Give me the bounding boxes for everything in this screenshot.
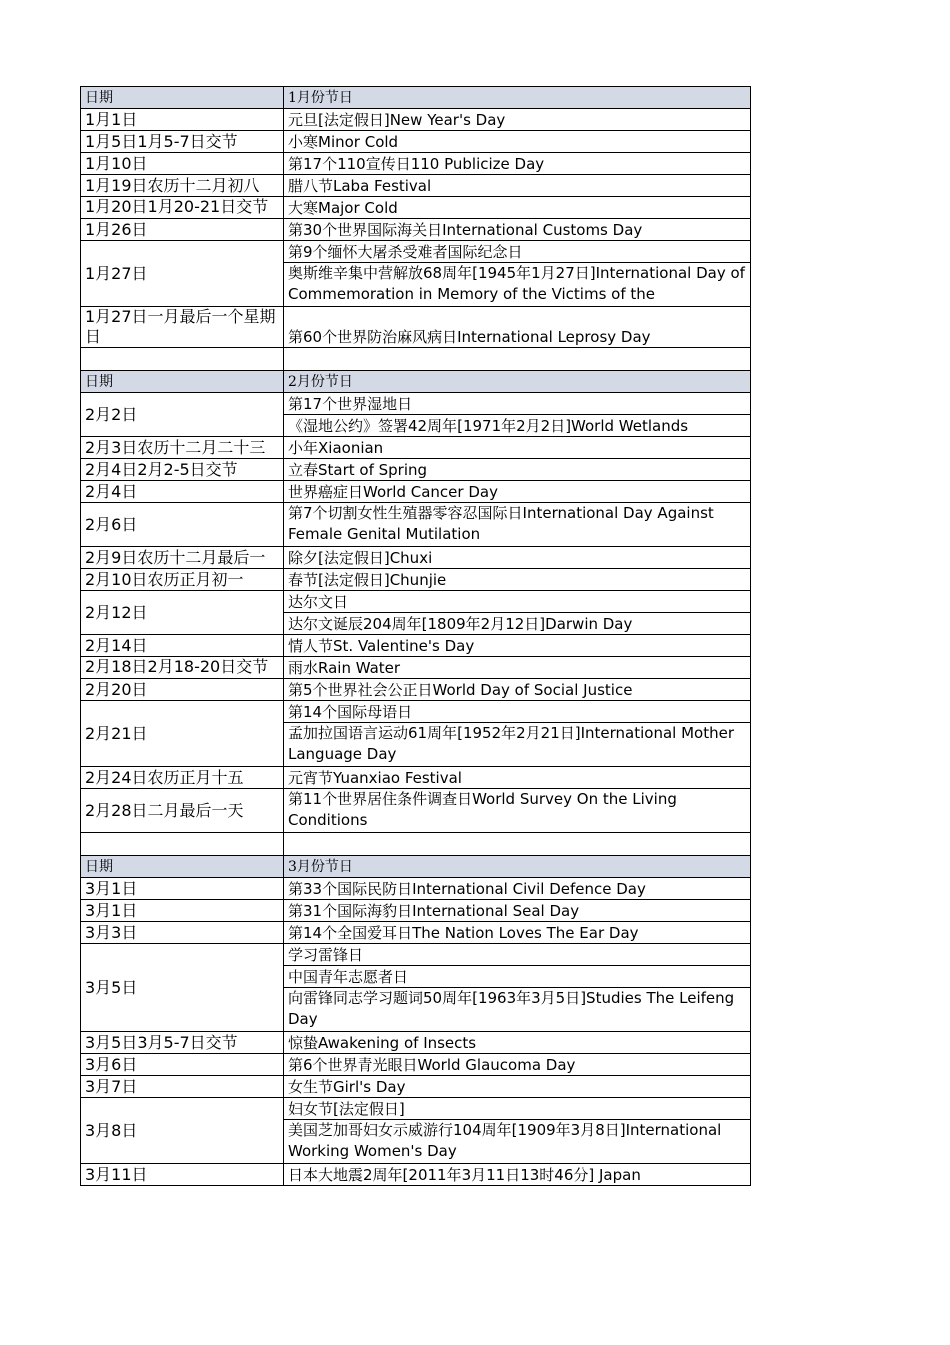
date-cell[interactable]: 3月6日 (81, 1054, 284, 1076)
event-cell[interactable]: 第11个世界居住条件调查日World Survey On the Living Conditions (284, 789, 751, 833)
date-cell[interactable]: 2月10日农历正月初一 (81, 569, 284, 591)
event-cell[interactable]: 春节[法定假日]Chunjie (284, 569, 751, 591)
holiday-spreadsheet (80, 86, 750, 1186)
event-cell[interactable]: 《湿地公约》签署42周年[1971年2月2日]World Wetlands (284, 415, 751, 437)
table-row (81, 701, 751, 723)
event-cell[interactable]: 第9个缅怀大屠杀受难者国际纪念日 (284, 241, 751, 263)
date-cell[interactable]: 2月6日 (81, 503, 284, 547)
date-cell[interactable]: 2月20日 (81, 679, 284, 701)
month-title-header: 1月份节日 (284, 87, 751, 109)
event-cell[interactable]: 达尔文诞辰204周年[1809年2月12日]Darwin Day (284, 613, 751, 635)
date-cell[interactable]: 1月19日农历十二月初八 (81, 175, 284, 197)
table-row (81, 481, 751, 503)
event-cell[interactable]: 第30个世界国际海关日International Customs Day (284, 219, 751, 241)
event-cell[interactable]: 元宵节Yuanxiao Festival (284, 767, 751, 789)
date-column-header: 日期 (81, 856, 284, 878)
table-row (81, 569, 751, 591)
table-row (81, 900, 751, 922)
date-cell[interactable]: 2月3日农历十二月二十三 (81, 437, 284, 459)
date-cell[interactable]: 2月21日 (81, 701, 284, 767)
table-row (81, 789, 751, 833)
blank-cell[interactable] (284, 348, 751, 371)
table-row (81, 241, 751, 263)
date-cell[interactable]: 2月28日二月最后一天 (81, 789, 284, 833)
date-cell[interactable]: 2月14日 (81, 635, 284, 657)
blank-cell[interactable] (81, 348, 284, 371)
date-cell[interactable]: 2月2日 (81, 393, 284, 437)
table-row (81, 679, 751, 701)
table-row (81, 878, 751, 900)
table-row (81, 1076, 751, 1098)
date-column-header: 日期 (81, 371, 284, 393)
table-row (81, 307, 751, 348)
event-cell[interactable]: 妇女节[法定假日] (284, 1098, 751, 1120)
table-row (81, 1164, 751, 1186)
month-header-row (81, 371, 751, 393)
event-cell[interactable]: 奥斯维辛集中营解放68周年[1945年1月27日]International Day of Commemoration in Memory of the Victims of the (284, 263, 751, 307)
event-cell[interactable]: 小寒Minor Cold (284, 131, 751, 153)
event-cell[interactable]: 情人节St. Valentine's Day (284, 635, 751, 657)
event-cell[interactable]: 小年Xiaonian (284, 437, 751, 459)
table-row (81, 944, 751, 966)
event-cell[interactable]: 第17个世界湿地日 (284, 393, 751, 415)
event-cell[interactable]: 第14个国际母语日 (284, 701, 751, 723)
event-cell[interactable]: 向雷锋同志学习题词50周年[1963年3月5日]Studies The Leifeng Day (284, 988, 751, 1032)
event-cell[interactable]: 腊八节Laba Festival (284, 175, 751, 197)
date-column-header: 日期 (81, 87, 284, 109)
date-cell[interactable]: 3月3日 (81, 922, 284, 944)
event-cell[interactable]: 世界癌症日World Cancer Day (284, 481, 751, 503)
table-row (81, 393, 751, 415)
date-cell[interactable]: 1月1日 (81, 109, 284, 131)
date-cell[interactable]: 1月5日1月5-7日交节 (81, 131, 284, 153)
table-row (81, 175, 751, 197)
event-cell[interactable]: 第14个全国爱耳日The Nation Loves The Ear Day (284, 922, 751, 944)
date-cell[interactable]: 1月20日1月20-21日交节 (81, 197, 284, 219)
month-title-header: 2月份节日 (284, 371, 751, 393)
date-cell[interactable]: 3月1日 (81, 900, 284, 922)
date-cell[interactable]: 2月24日农历正月十五 (81, 767, 284, 789)
table-row (81, 547, 751, 569)
table-row (81, 1098, 751, 1120)
table-row (81, 437, 751, 459)
table-row (81, 1054, 751, 1076)
month-header-row (81, 856, 751, 878)
event-cell[interactable]: 日本大地震2周年[2011年3月11日13时46分] Japan (284, 1164, 751, 1186)
event-cell[interactable]: 雨水Rain Water (284, 657, 751, 679)
event-cell[interactable]: 大寒Major Cold (284, 197, 751, 219)
date-cell[interactable]: 1月26日 (81, 219, 284, 241)
month-title-header: 3月份节日 (284, 856, 751, 878)
table-row (81, 153, 751, 175)
event-cell[interactable]: 美国芝加哥妇女示威游行104周年[1909年3月8日]International Working Women's Day (284, 1120, 751, 1164)
blank-cell[interactable] (81, 833, 284, 856)
table-row (81, 635, 751, 657)
date-cell[interactable]: 3月11日 (81, 1164, 284, 1186)
table-row (81, 922, 751, 944)
event-cell[interactable]: 女生节Girl's Day (284, 1076, 751, 1098)
table-row (81, 657, 751, 679)
event-cell[interactable]: 中国青年志愿者日 (284, 966, 751, 988)
table-row (81, 197, 751, 219)
date-cell[interactable]: 2月12日 (81, 591, 284, 635)
date-cell[interactable]: 2月4日 (81, 481, 284, 503)
event-cell[interactable]: 第6个世界青光眼日World Glaucoma Day (284, 1054, 751, 1076)
date-cell[interactable]: 2月9日农历十二月最后一 (81, 547, 284, 569)
date-cell[interactable]: 2月18日2月18-20日交节 (81, 657, 284, 679)
event-cell[interactable]: 达尔文日 (284, 591, 751, 613)
table-row (81, 1032, 751, 1054)
table-row (81, 109, 751, 131)
table-row (81, 767, 751, 789)
event-cell[interactable]: 元旦[法定假日]New Year's Day (284, 109, 751, 131)
date-cell[interactable]: 1月27日一月最后一个星期日 (81, 307, 284, 348)
event-cell[interactable]: 第17个110宣传日110 Publicize Day (284, 153, 751, 175)
table-row (81, 459, 751, 481)
date-cell[interactable]: 1月10日 (81, 153, 284, 175)
table-row (81, 131, 751, 153)
event-cell[interactable]: 孟加拉国语言运动61周年[1952年2月21日]International Mother Language Day (284, 723, 751, 767)
event-cell[interactable]: 第5个世界社会公正日World Day of Social Justice (284, 679, 751, 701)
blank-cell[interactable] (284, 833, 751, 856)
date-cell[interactable]: 3月1日 (81, 878, 284, 900)
date-cell[interactable]: 2月4日2月2-5日交节 (81, 459, 284, 481)
table-row (81, 503, 751, 547)
event-cell[interactable]: 除夕[法定假日]Chuxi (284, 547, 751, 569)
event-cell[interactable]: 第33个国际民防日International Civil Defence Day (284, 878, 751, 900)
date-cell[interactable]: 1月27日 (81, 241, 284, 307)
month-header-row (81, 87, 751, 109)
event-cell[interactable]: 第7个切割女性生殖器零容忍国际日International Day Against Female Genital Mutilation (284, 503, 751, 547)
date-cell[interactable]: 3月5日3月5-7日交节 (81, 1032, 284, 1054)
event-cell[interactable]: 第60个世界防治麻风病日International Leprosy Day (284, 307, 751, 348)
event-cell[interactable]: 学习雷锋日 (284, 944, 751, 966)
event-cell[interactable]: 第31个国际海豹日International Seal Day (284, 900, 751, 922)
date-cell[interactable]: 3月7日 (81, 1076, 284, 1098)
date-cell[interactable]: 3月8日 (81, 1098, 284, 1164)
blank-row (81, 348, 751, 371)
holiday-table (80, 86, 751, 1186)
date-cell[interactable]: 3月5日 (81, 944, 284, 1032)
blank-row (81, 833, 751, 856)
event-cell[interactable]: 立春Start of Spring (284, 459, 751, 481)
table-row (81, 591, 751, 613)
event-cell[interactable]: 惊蛰Awakening of Insects (284, 1032, 751, 1054)
table-row (81, 219, 751, 241)
